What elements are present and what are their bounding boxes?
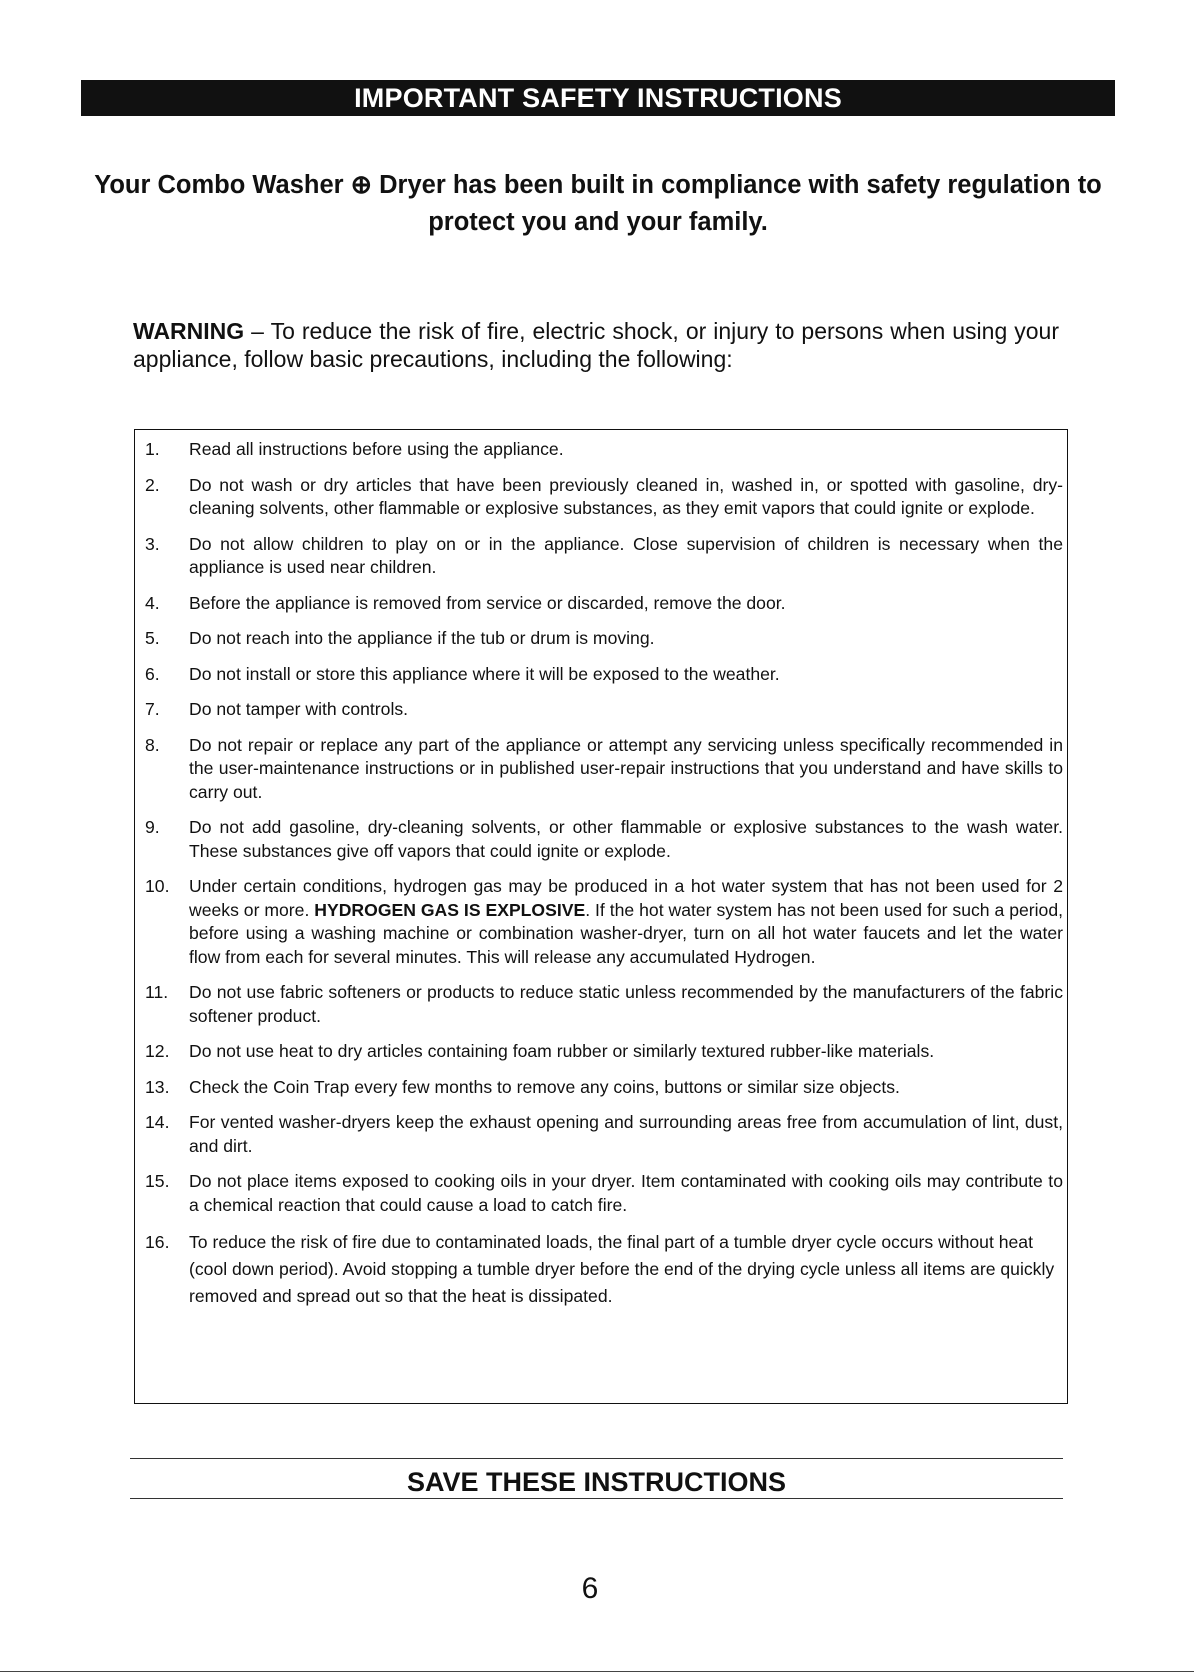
warning-label: WARNING bbox=[133, 318, 245, 344]
instruction-number: 2. bbox=[145, 474, 160, 495]
instruction-number: 6. bbox=[145, 663, 160, 684]
instruction-number: 3. bbox=[145, 533, 160, 554]
instruction-text: Do not place items exposed to cooking oils in your dryer. Item contaminated with cooking oils may contribute to a chemical reaction that could cause a load to catch fire. bbox=[189, 1171, 1063, 1215]
instruction-text: Check the Coin Trap every few months to remove any coins, buttons or similar size objects. bbox=[189, 1076, 900, 1097]
instruction-text-start: Under certain conditions, hydrogen gas may be produced in a hot water system that has not been used for 2 weeks or more. bbox=[189, 876, 1063, 920]
page-title: IMPORTANT SAFETY INSTRUCTIONS bbox=[354, 83, 842, 113]
footer-bottom-rule bbox=[130, 1498, 1063, 1499]
instruction-item bbox=[145, 1229, 1063, 1310]
intro-statement bbox=[70, 167, 1126, 241]
instruction-text: Do not tamper with controls. bbox=[189, 699, 409, 719]
instruction-text: To reduce the risk of fire due to contaminated loads, the final part of a tumble dryer cycle occurs without heat (cool down period). Avoid stopping a tumble dryer before the end of the drying cycle unless all items are quickly removed and spread out so that the heat is dissipated. bbox=[189, 1232, 1055, 1306]
page-number: 6 bbox=[581, 1572, 599, 1605]
instruction-item bbox=[145, 663, 1063, 687]
circle-plus-icon: ⊕ bbox=[350, 171, 373, 199]
instruction-item bbox=[145, 438, 1063, 462]
instruction-item bbox=[145, 734, 1063, 805]
save-instructions-heading: SAVE THESE INSTRUCTIONS bbox=[406, 1467, 787, 1497]
instruction-number: 15. bbox=[145, 1171, 170, 1191]
instruction-item bbox=[145, 875, 1063, 969]
instructions-box bbox=[134, 429, 1068, 1404]
instruction-number: 5. bbox=[145, 628, 160, 648]
instruction-item bbox=[145, 627, 1063, 651]
instruction-number: 7. bbox=[145, 699, 160, 719]
instruction-item bbox=[145, 1076, 1063, 1100]
footer-top-rule bbox=[130, 1458, 1063, 1459]
instruction-item bbox=[145, 1111, 1063, 1158]
instruction-item bbox=[145, 1170, 1063, 1217]
instruction-item bbox=[145, 474, 1063, 521]
hydrogen-warning-emphasis: HYDROGEN GAS IS EXPLOSIVE bbox=[314, 899, 586, 920]
instruction-text: Do not add gasoline, dry-cleaning solvents, or other flammable or explosive substances to the wash water. These substances give off vapors that could ignite or explode. bbox=[189, 817, 1063, 861]
warning-dash: – bbox=[244, 318, 271, 344]
instruction-text: Do not use heat to dry articles containing foam rubber or similarly textured rubber-like materials. bbox=[189, 1041, 935, 1061]
instruction-number: 13. bbox=[145, 1076, 170, 1097]
instruction-number: 10. bbox=[145, 876, 170, 896]
instruction-text: Before the appliance is removed from service or discarded, remove the door. bbox=[189, 592, 786, 613]
intro-text-start: Your Combo Washer bbox=[94, 171, 351, 199]
warning-paragraph bbox=[133, 317, 1059, 373]
instruction-text: Do not repair or replace any part of the appliance or attempt any servicing unless specifically recommended in the user-maintenance instructions or in published user-repair instructions that you understand and have skills to carry out. bbox=[189, 734, 1063, 802]
instruction-number: 16. bbox=[145, 1232, 170, 1252]
instruction-text: For vented washer-dryers keep the exhaust opening and surrounding areas free from accumulation of lint, dust, and dirt. bbox=[189, 1112, 1063, 1156]
instruction-number: 11. bbox=[145, 982, 169, 1002]
instruction-text: Do not allow children to play on or in the appliance. Close supervision of children is necessary when the appliance is used near children. bbox=[189, 533, 1063, 577]
instruction-item bbox=[145, 981, 1063, 1028]
page-edge-line bbox=[0, 1671, 1194, 1672]
instruction-item bbox=[145, 816, 1063, 863]
instruction-item bbox=[145, 533, 1063, 580]
instruction-text: Do not wash or dry articles that have been previously cleaned in, washed in, or spotted with gasoline, dry-cleaning solvents, other flammable or explosive substances, as they emit vapors that could ignite or explode. bbox=[189, 474, 1063, 518]
instruction-text: Do not reach into the appliance if the tub or drum is moving. bbox=[189, 628, 655, 648]
instruction-text: Read all instructions before using the appliance. bbox=[189, 439, 564, 459]
instruction-text-end: . If the hot water system has not been used for such a period, before using a washing machine or combination washer-dryer, turn on all hot water faucets and let the water flow from each for several minutes. This will release any accumulated Hydrogen. bbox=[189, 899, 1063, 967]
instruction-item bbox=[145, 1040, 1063, 1064]
instruction-text: Do not install or store this appliance where it will be exposed to the weather. bbox=[189, 663, 780, 684]
instruction-number: 8. bbox=[145, 734, 160, 755]
instruction-item bbox=[145, 592, 1063, 616]
instruction-item bbox=[145, 698, 1063, 722]
instruction-text: Do not use fabric softeners or products to reduce static unless recommended by the manufacturers of the fabric softener product. bbox=[189, 982, 1063, 1026]
instruction-number: 12. bbox=[145, 1041, 170, 1061]
instruction-number: 1. bbox=[145, 439, 160, 459]
instruction-number: 14. bbox=[145, 1112, 170, 1132]
instruction-number: 4. bbox=[145, 592, 160, 613]
instruction-number: 9. bbox=[145, 817, 160, 837]
warning-text: To reduce the risk of fire, electric shock, or injury to persons when using your appliance, follow basic precautions, including the following: bbox=[133, 318, 1059, 372]
page-title-bar bbox=[81, 80, 1115, 116]
intro-text-end: Dryer has been built in compliance with safety regulation to protect you and your family. bbox=[372, 171, 1102, 236]
instructions-list bbox=[145, 438, 1063, 1322]
